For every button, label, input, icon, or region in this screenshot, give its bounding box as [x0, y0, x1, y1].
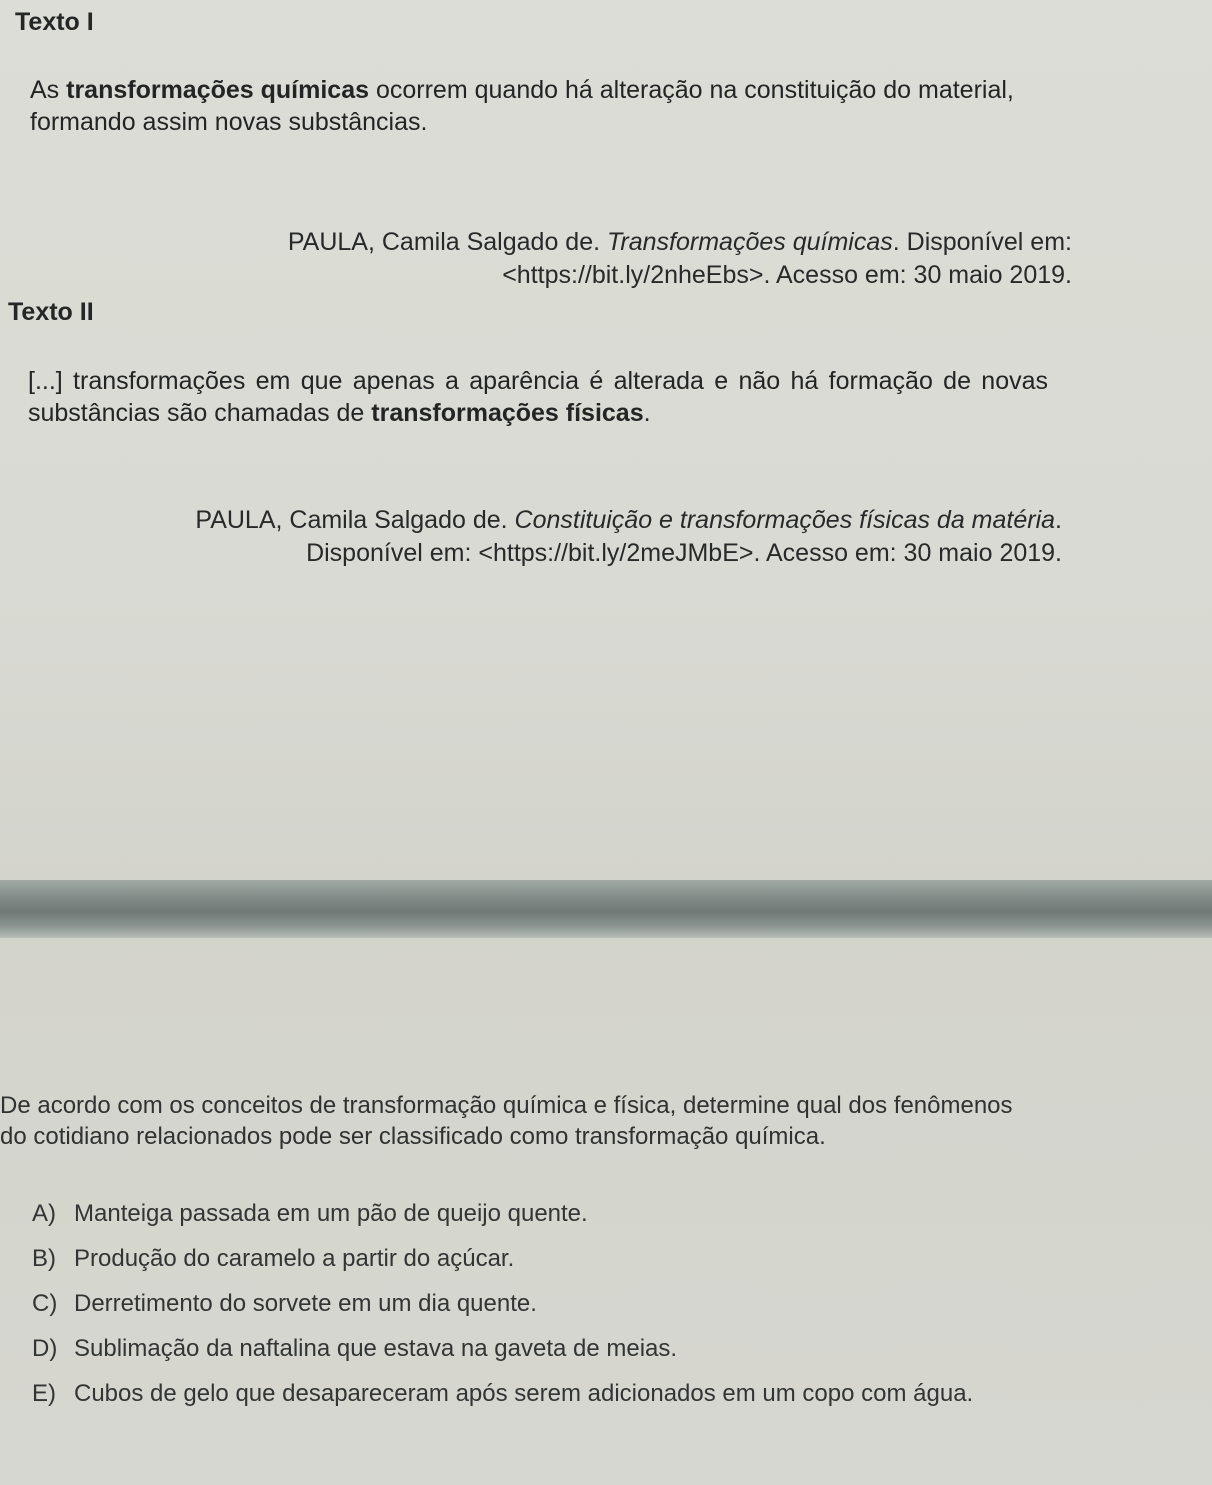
- option-c[interactable]: [30, 1288, 1030, 1319]
- option-b[interactable]: [30, 1243, 1030, 1274]
- texto-2-citation: [42, 504, 1062, 570]
- option-a-text: Manteiga passada em um pão de queijo quente.: [74, 1200, 588, 1227]
- texto-2-citation-line-2: Disponível em: <https://bit.ly/2meJMbE>. Acesso em: 30 maio 2019.: [306, 539, 1062, 567]
- option-c-text: Derretimento do sorvete em um dia quente.: [74, 1290, 537, 1317]
- texto-2-heading: Texto II: [8, 298, 94, 326]
- option-d-text: Sublimação da naftalina que estava na gaveta de meias.: [74, 1335, 678, 1362]
- texto-1-citation-line-1: PAULA, Camila Salgado de. Transformações químicas. Disponível em:: [287, 228, 1072, 256]
- option-b-letter: B): [32, 1245, 56, 1272]
- texto-1-citation: [72, 226, 1072, 292]
- option-b-text: Produção do caramelo a partir do açúcar.: [74, 1245, 515, 1272]
- option-e-letter: E): [32, 1380, 56, 1407]
- option-d[interactable]: [30, 1333, 1030, 1364]
- texto-1-paragraph: As transformações químicas ocorrem quando há alteração na constituição do material, formando assim novas substâncias.: [30, 76, 1014, 136]
- option-e-text: Cubos de gelo que desapareceram após serem adicionados em um copo com água.: [74, 1380, 974, 1407]
- answer-options: [30, 1198, 1030, 1409]
- texto-1-heading: Texto I: [15, 8, 94, 36]
- option-a[interactable]: [30, 1198, 1030, 1229]
- section-divider: [0, 880, 1212, 938]
- question-prompt: De acordo com os conceitos de transformação química e física, determine qual dos fenômenos do cotidiano relacionados pode ser classificado como transformação química.: [0, 1092, 1013, 1150]
- texto-2-citation-line-1: PAULA, Camila Salgado de. Constituição e transformações físicas da matéria.: [195, 506, 1062, 534]
- texto-2-paragraph: [...] transformações em que apenas a aparência é alterada e não há formação de novas substâncias são chamadas de transformações físicas.: [28, 367, 1048, 427]
- texto-2-bold-term: transformações físicas: [371, 399, 644, 427]
- option-e[interactable]: [30, 1378, 1030, 1409]
- texto-1-bold-term: transformações químicas: [66, 76, 370, 104]
- texto-1-citation-line-2: <https://bit.ly/2nheEbs>. Acesso em: 30 maio 2019.: [502, 261, 1072, 289]
- option-a-letter: A): [32, 1200, 56, 1227]
- option-d-letter: D): [32, 1335, 58, 1362]
- option-c-letter: C): [32, 1290, 58, 1317]
